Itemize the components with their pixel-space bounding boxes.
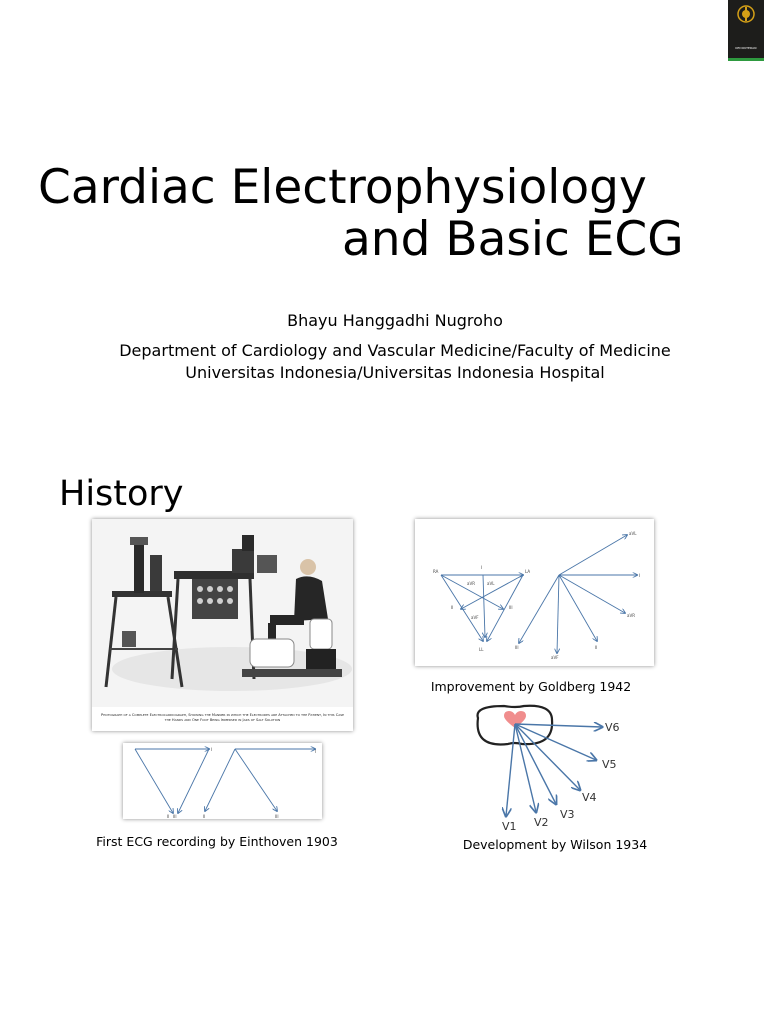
section-heading-history: History [59, 474, 184, 514]
triangle-label-foot-right: III [275, 814, 279, 819]
goldberg-label-iii: III [509, 605, 513, 610]
wilson-label-v6: V6 [605, 721, 620, 734]
einthoven-caption: First ECG recording by Einthoven 1903 [96, 834, 338, 849]
triangle-label-foot-left: II [203, 814, 206, 819]
einthoven-triangle-diagram [123, 743, 322, 819]
goldberg-fan-label-iii: III [515, 645, 519, 650]
goldberg-figure [415, 519, 654, 666]
title-line-1: Cardiac Electrophysiology [38, 160, 647, 215]
electrocardiograph-illustration [92, 519, 353, 707]
wilson-precordial-leads-diagram [464, 702, 634, 834]
wilson-label-v2: V2 [534, 816, 549, 829]
goldberg-label-avl: aVL [487, 581, 495, 586]
goldberg-label-ii: II [451, 605, 454, 610]
goldberg-label-ll: LL [479, 647, 484, 652]
goldberg-fan-label-avf: aVF [551, 655, 559, 660]
wilson-caption: Development by Wilson 1934 [462, 837, 648, 852]
triangle-label-i-left: I [211, 747, 213, 752]
university-logo [728, 0, 764, 61]
goldberg-label-ra: RA [433, 569, 439, 574]
triangle-label-ii: II [167, 814, 170, 819]
title-line-2: and Basic ECG [342, 212, 684, 267]
wilson-label-v1: V1 [502, 820, 517, 833]
author-name: Bhayu Hanggadhi Nugroho [287, 311, 503, 330]
goldberg-label-i: I [481, 565, 483, 570]
wilson-label-v5: V5 [602, 758, 617, 771]
goldberg-label-la: LA [525, 569, 531, 574]
goldberg-caption: Improvement by Goldberg 1942 [430, 679, 632, 694]
wilson-label-v4: V4 [582, 791, 597, 804]
einthoven-triangle-figure [123, 743, 322, 819]
goldberg-label-avr: aVR [467, 581, 475, 586]
goldberg-label-avf: aVF [471, 615, 479, 620]
triangle-label-iii: III [173, 814, 177, 819]
logo-institution-text: KEDOKTERAN [735, 46, 757, 50]
wilson-label-v3: V3 [560, 808, 575, 821]
triangle-label-i-right: I [315, 749, 317, 754]
photograph-caption: Photograph of a Complete Electrocardiograph, Showing the Manner in which the Electrodes are Attached to the Patient, In this Case the Hands and One Foot Being Immersed in Jars of Salt Solution [100, 713, 345, 722]
goldberg-fan-label-avr: aVR [627, 613, 635, 618]
goldberg-fan-label-ii: II [595, 645, 598, 650]
goldberg-fan-label-i: I [639, 573, 641, 578]
goldberg-fan-label-avl: aVL [629, 531, 637, 536]
einthoven-photograph [92, 519, 353, 731]
affiliation [0, 340, 768, 384]
goldberg-augmented-leads-diagram [415, 519, 654, 666]
affiliation-line-2: Universitas Indonesia/Universitas Indonesia Hospital [185, 363, 605, 382]
affiliation-line-1: Department of Cardiology and Vascular Medicine/Faculty of Medicine [119, 341, 671, 360]
university-seal-icon [736, 4, 756, 24]
